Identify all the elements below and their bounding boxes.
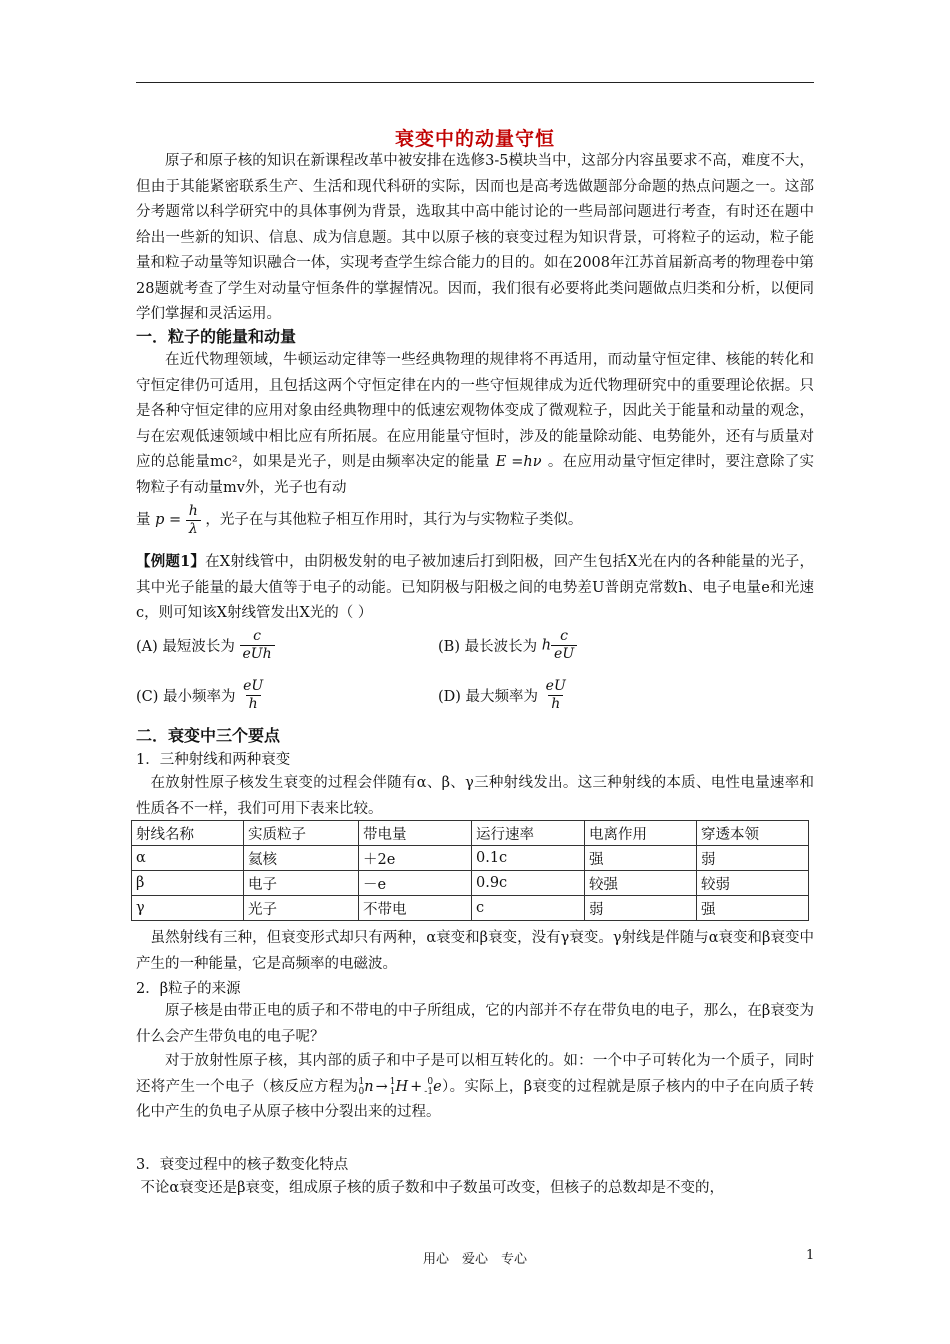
table-cell: c [472, 896, 585, 921]
section2-sub1-after: 虽然射线有三种，但衰变形式却只有两种，α衰变和β衰变，没有γ衰变。γ射线是伴随与α衰变和β衰变中产生的一种能量，它是高频率的电磁波。 [136, 930, 814, 972]
section2-sub2: 2．β粒子的来源 [136, 981, 241, 997]
momentum-fraction [186, 503, 201, 538]
radiation-table [131, 820, 809, 921]
section2-sub2-para1: 原子核是由带正电的质子和不带电的中子所组成，它的内部并不存在带负电的电子，那么，在β衰变为什么会产生带负电的电子呢？ [136, 1003, 814, 1045]
momentum-tail: ，光子在与其他粒子相互作用时，其行为与实物粒子类似。 [205, 512, 583, 528]
table-header-cell: 穿透本领 [697, 821, 809, 846]
table-header-cell: 实质粒子 [244, 821, 359, 846]
example1-label: 【例题1】 [136, 553, 206, 570]
table-row [132, 871, 809, 896]
page-footer: 用心 爱心 专心 [422, 1252, 527, 1267]
table-cell: 0.1c [472, 846, 585, 871]
section2-sub2-para2: 对于放射性原子核，其内部的质子和中子是可以相互转化的。如：一个中子可转化为一个质子，同时还将产生一个电子（核反应方程为 1 0 n → 1 1 H + 0 -1 e）。实际上，β衰变的过程就是原子核内的中子在向质子转化中产生的负电子从原子核中分裂出来的过程。 [136, 1053, 814, 1120]
table-cell: 不带电 [359, 896, 472, 921]
table-header-cell: 电离作用 [585, 821, 697, 846]
page-title: 衰变中的动量守恒 [394, 128, 555, 150]
section2-heading: 二．衰变中三个要点 [136, 726, 281, 745]
table-row [132, 846, 809, 871]
section2-sub3: 3．衰变过程中的核子数变化特点 [136, 1157, 349, 1173]
option-a: (A) 最短波长为 $\frac{c}{\text{eUh}}$ [136, 628, 275, 663]
table-cell: ＋2e [359, 846, 472, 871]
section1-text-b: 。在应用动量守恒定律时，要注意除了实物粒子有动量mv外，光子也有动 [136, 454, 815, 496]
table-header-row [132, 821, 809, 846]
momentum-lead: 量 [136, 512, 151, 528]
option-b-fraction: $\frac{c}{eU}$ [551, 628, 577, 663]
example1 [136, 549, 814, 627]
table-cell: 0.9c [472, 871, 585, 896]
option-c-fraction: $\frac{eU}{h}$ [243, 678, 264, 712]
table-cell: 光子 [244, 896, 359, 921]
proton-symbol: 1 1 H [389, 1076, 409, 1097]
table-header-cell: 射线名称 [132, 821, 244, 846]
option-a-fraction: $\frac{c}{\text{eUh}}$ [240, 628, 275, 663]
example1-text: 在X射线管中，由阴极发射的电子被加速后打到阳极，回产生包括X光在内的各种能量的光子，其中光子能量的最大值等于电子的动能。已知阴极与阳极之间的电势差U普朗克常数h、电子电量e和光速c，则可知该X射线管发出X光的（ ） [136, 554, 814, 621]
neutron-symbol: 1 0 n [358, 1076, 374, 1097]
page-number: 1 [806, 1248, 815, 1263]
header-rule [136, 82, 814, 83]
section2-sub1: 1．三种射线和两种衰变 [136, 752, 291, 768]
section1-heading: 一．粒子的能量和动量 [136, 327, 297, 346]
section1-paragraph [136, 348, 814, 501]
reaction-equation: 1 0 n → 1 1 H + 0 -1 e [358, 1076, 442, 1097]
section2-sub3-para: 不论α衰变还是β衰变，组成原子核的质子数和中子数虽可改变，但核子的总数却是不变的， [140, 1180, 725, 1196]
energy-formula: E =hν [495, 454, 542, 470]
momentum-numerator: h [188, 502, 198, 519]
option-b: (B) 最长波长为 h $\frac{c}{eU}$ [438, 628, 577, 663]
table-header-cell: 运行速率 [472, 821, 585, 846]
table-cell: 氦核 [244, 846, 359, 871]
table-cell: 弱 [697, 846, 809, 871]
momentum-lhs: p = [155, 512, 182, 528]
table-cell: γ [132, 896, 244, 921]
option-c: (C) 最小频率为 $\frac{eU}{h}$ [136, 678, 266, 713]
section2-sub1-para: 在放射性原子核发生衰变的过程会伴随有α、β、γ三种射线发出。这三种射线的本质、电性电量速率和性质各不一样，我们可用下表来比较。 [136, 775, 814, 817]
momentum-denominator: λ [186, 520, 201, 538]
intro-paragraph: 原子和原子核的知识在新课程改革中被安排在选修3-5模块当中，这部分内容虽要求不高，难度不大，但由于其能紧密联系生产、生活和现代科研的实际，因而也是高考选做题部分命题的热点问题之一。这部分考题常以科学研究中的具体事例为背景，选取其中高中能讨论的一些局部问题进行考查，有时还在题中给出一些新的知识、信息、成为信息题。其中以原子核的衰变过程为知识背景，可将粒子的运动，粒子能量和粒子动量等知识融合一体，实现考查学生综合能力的目的。如在2008年江苏首届新高考的物理卷中第28题就考查了学生对动量守恒条件的掌握情况。因而，我们很有必要将此类问题做点归类和分析，以便同学们掌握和灵活运用。 [136, 153, 814, 322]
table-header-cell: 带电量 [359, 821, 472, 846]
table-cell: 较弱 [697, 871, 809, 896]
option-d: (D) 最大频率为 $\frac{eU}{h}$ [438, 678, 569, 713]
table-cell: 电子 [244, 871, 359, 896]
table-cell: 强 [585, 846, 697, 871]
option-d-fraction: $\frac{eU}{h}$ [545, 678, 566, 712]
electron-symbol: 0 -1 e [424, 1076, 442, 1097]
table-cell: 弱 [585, 896, 697, 921]
section1-text: 在近代物理领域，牛顿运动定律等一些经典物理的规律将不再适用，而动量守恒定律、核能的转化和守恒定律仍可适用，且包括这两个守恒定律在内的一些守恒规律成为近代物理研究中的重要理论依据。只是各种守恒定律的应用对象由经典物理中的低速宏观物体变成了微观粒子，因此关于能量和动量的观念，与在宏观低速领域中相比应有所拓展。在应用能量守恒时，涉及的能量除动能、电势能外，还有与质量对应的总能量mc²，如果是光子，则是由频率决定的能量 [136, 352, 814, 470]
table-cell: β [132, 871, 244, 896]
table-cell: α [132, 846, 244, 871]
table-cell: －e [359, 871, 472, 896]
table-cell: 强 [697, 896, 809, 921]
momentum-line [136, 500, 814, 540]
table-row [132, 896, 809, 921]
table-cell: 较强 [585, 871, 697, 896]
